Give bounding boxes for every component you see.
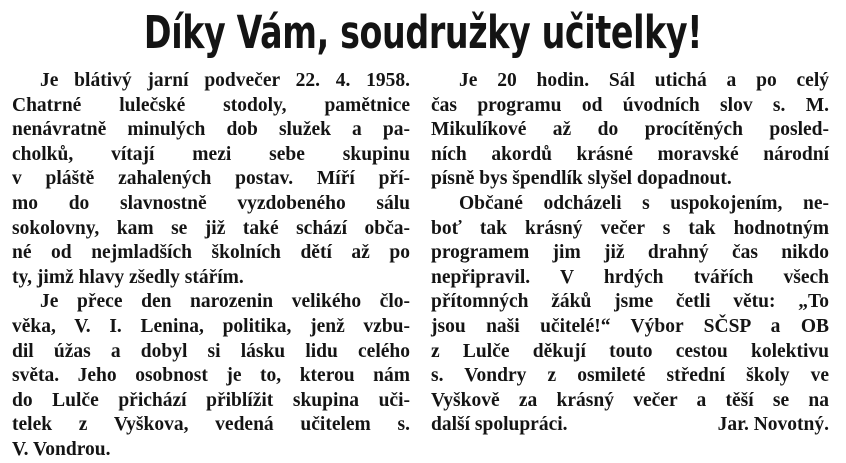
text-line: světa. Jeho osobnost je to, kterou nám xyxy=(12,365,410,387)
text-line: programem jim již drahný čas nikdo xyxy=(431,242,829,264)
paragraph-1 xyxy=(12,69,410,290)
text-line: Je blátivý jarní podvečer 22. 4. 1958. xyxy=(40,70,410,91)
paragraph-3 xyxy=(431,69,829,192)
text-line: V. Vondrou. xyxy=(12,438,111,460)
left-column xyxy=(12,69,410,463)
paragraph-2 xyxy=(12,290,410,462)
text-line: jsou naši učitelé!“ Výbor SČSP a OB xyxy=(431,315,829,337)
final-text: další spolupráci. xyxy=(431,414,568,436)
text-line: Občané odcházeli s uspokojením, ne- xyxy=(459,192,829,214)
text-line: ních akordů krásné moravské národní xyxy=(431,143,829,165)
text-line: cholků, vítají mezi sebe skupinu xyxy=(12,143,410,165)
text-line: nepřipravil. V hrdých tvářích všech xyxy=(431,266,829,288)
text-line: z Lulče děkují touto cestou kolektivu xyxy=(431,340,829,362)
text-line: do Lulče přichází přiblížit skupina uči- xyxy=(12,389,410,411)
text-line: Mikulíkové až do procítěných posled- xyxy=(431,119,829,141)
text-line: telek z Vyškova, vedená učitelem s. xyxy=(12,414,410,436)
text-line: přítomných žáků jsme četli větu: „To xyxy=(431,291,829,313)
text-line: Vyškově za krásný večer a těší se na xyxy=(431,389,829,411)
right-column xyxy=(431,69,829,438)
text-line: v pláště zahalených postav. Míří pří- xyxy=(12,168,410,190)
text-line: Chatrné lulečské stodoly, pamětnice xyxy=(12,94,410,116)
text-line: písně bys špendlík slyšel dopadnout. xyxy=(431,168,732,190)
text-line: boť tak krásný večer s tak hodnotným xyxy=(431,217,829,239)
text-line: dil úžas a dobyl si lásku lidu celého xyxy=(12,340,410,362)
text-line: s. Vondry z osmileté střední školy ve xyxy=(431,365,829,387)
closing-line xyxy=(431,413,829,438)
text-line: né od nejmladších školních dětí až po xyxy=(12,242,410,264)
article-headline: Díky Vám, soudružky učitelky! xyxy=(143,6,703,59)
text-line: nenávratně minulých dob služek a pa- xyxy=(12,119,410,141)
text-line: čas programu od úvodních slov s. M. xyxy=(431,94,829,116)
text-line: věka, V. I. Lenina, politika, jenž vzbu- xyxy=(12,315,410,337)
text-line: Je 20 hodin. Sál utichá a po celý xyxy=(459,70,829,91)
paragraph-4 xyxy=(431,192,829,438)
text-line: mo do slavnostně vyzdobeného sálu xyxy=(12,192,410,214)
text-line: Je přece den narozenin velikého člo- xyxy=(40,291,410,313)
text-line: sokolovny, kam se již také schází obča- xyxy=(12,217,410,239)
author-signature: Jar. Novotný. xyxy=(717,414,829,436)
text-line: ty, jimž hlavy zšedly stářím. xyxy=(12,266,244,288)
